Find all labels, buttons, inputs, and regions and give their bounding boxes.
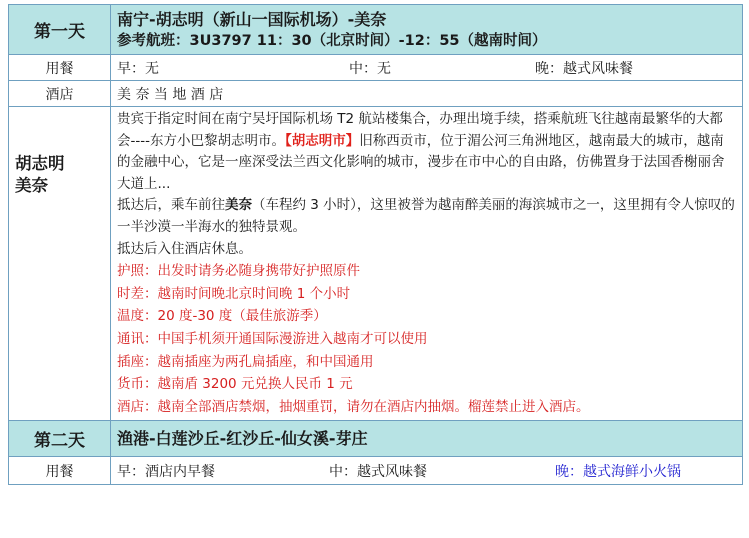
- day1-hotel: 美 奈 当 地 酒 店: [111, 81, 743, 107]
- desc-highlight-hcm: 【胡志明市】: [285, 132, 360, 149]
- day2-route: 渔港-白莲沙丘-红沙丘-仙女溪-芽庄: [111, 421, 743, 457]
- desc-text: 旧称西贡市，位于湄公河三角洲地区，越南最大的城市，越南的金融中心，它是一座深受法兰西文化影响的城市，漫步在市中心的自由路，仿佛置身于法国香榭丽舍大道上...: [117, 132, 725, 192]
- day1-label: 第一天: [9, 5, 111, 55]
- day1-route: 南宁-胡志明（新山一国际机场）-美奈: [117, 9, 387, 29]
- day2-breakfast: 早：酒店内早餐: [117, 463, 215, 480]
- desc-paragraph-1: [117, 109, 736, 195]
- day1-flight: 参考航班：3U3797 11：30（北京时间）-12：55（越南时间）: [117, 32, 547, 49]
- desc-paragraph-2: [117, 195, 736, 238]
- desc-text: 贵宾于指定时间在南宁吴圩国际机场 T2 航站楼集合，办理出境手续，搭乘航班飞往越南最繁华的大都会----东方小巴黎胡志明市。: [117, 111, 723, 149]
- day1-header: [111, 5, 743, 55]
- notice-communication: 通讯：中国手机须开通国际漫游进入越南才可以使用: [117, 330, 428, 347]
- notice-timezone: 时差：越南时间晚北京时间晚 1 个小时: [117, 285, 351, 302]
- day2-header-row: [9, 421, 743, 457]
- day1-meals: [111, 55, 743, 81]
- notice-currency: 货币：越南盾 3200 元兑换人民币 1 元: [117, 376, 353, 393]
- day1-meals-label: 用餐: [9, 55, 111, 81]
- day1-hotel-row: [9, 81, 743, 107]
- desc-bold-muine: 美奈: [225, 197, 252, 214]
- day1-city: [9, 107, 111, 421]
- city-muine: 美奈: [15, 176, 48, 195]
- city-hcm: 胡志明: [15, 154, 65, 173]
- desc-paragraph-3: 抵达后入住酒店休息。: [117, 240, 252, 257]
- day2-meals-label: 用餐: [9, 457, 111, 485]
- day1-hotel-label: 酒店: [9, 81, 111, 107]
- day2-lunch: 中：越式风味餐: [329, 463, 427, 480]
- notice-socket: 插座：越南插座为两孔扁插座，和中国通用: [117, 353, 374, 370]
- day2-meals: [111, 457, 743, 485]
- notice-hotel: 酒店：越南全部酒店禁烟，抽烟重罚，请勿在酒店内抽烟。榴莲禁止进入酒店。: [117, 398, 590, 415]
- day1-breakfast: 早：无: [117, 60, 159, 77]
- desc-text: （车程约 3 小时），这里被誉为越南醉美丽的海滨城市之一，这里拥有令人惊叹的一半沙漠一半海水的独特景观。: [117, 197, 735, 235]
- day2-dinner: 晚：越式海鲜小火锅: [555, 463, 681, 480]
- day1-dinner: 晚：越式风味餐: [535, 60, 633, 77]
- notice-passport: 护照：出发时请务必随身携带好护照原件: [117, 263, 360, 280]
- day1-detail-row: [9, 107, 743, 421]
- day2-label: 第二天: [9, 421, 111, 457]
- day2-meals-row: [9, 457, 743, 485]
- day1-description: [111, 107, 743, 421]
- day1-header-row: [9, 5, 743, 55]
- day1-lunch: 中：无: [349, 60, 391, 77]
- desc-text: 抵达后，乘车前往: [117, 197, 225, 214]
- itinerary-table: [8, 4, 743, 485]
- day1-meals-row: [9, 55, 743, 81]
- itinerary-table-wrapper: [8, 4, 742, 485]
- notice-temperature: 温度：20 度-30 度（最佳旅游季）: [117, 308, 327, 325]
